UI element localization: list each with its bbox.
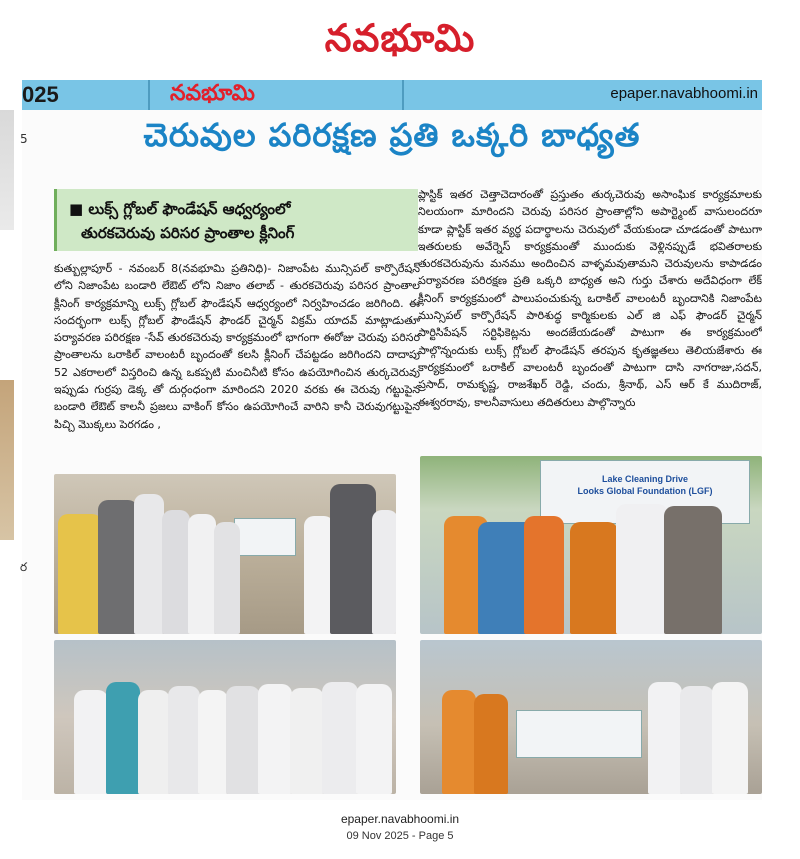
adjacent-page-edge	[0, 380, 14, 540]
article-body-right: ప్లాస్టిక్ ఇతర చెత్తాచెదారంతో ప్రస్తుతం తుర్కచెరువు అసాంఘిక కార్యక్రమాలకు నిలయంగా మారిందని చెరువు పరిసర ప్రాంతాల్లోని అపార్ట్మెంట్ వాసులందరూ కూడా ప్లాస్టిక్ ఇతర వ్యర్థ పదార్థాలను చెరువులో వేయకుండా చూడడంతో పాటుగా ఇతరులకు అవేర్నెస్ కార్యక్రమంతో ముందుకు వెళ్లినప్పుడే భవితరాలకు తురకచెరువును మనము అందించిన వాళ్ళమవుతామని చెరువులను కాపాడడం పర్యావరణ పరిరక్షణ ప్రతి ఒక్కరి బాధ్యత అని గుర్తు చేశారు అదేవిధంగా లేక్ క్లీనింగ్ కార్యక్రమంలో పాలుపంచుకున్న ఒరాకిల్ వాలంటరీ బృందానికి నిజాంపేట మున్సిపల్ కార్పొరేషన్ పారిశుద్ధ కార్మికులకు ఎల్ జి ఎఫ్ ఫౌండర్ చైర్మన్ పార్టిసిపేషన్ సర్టిఫికెట్లను అందజేయడంతో పాటుగా ఈ కార్యక్రమంలో పాల్గొన్నందుకు లుక్స్ గ్లోబల్ ఫౌండేషన్ తరపున కృతజ్ఞతలు తెలియజేశారు ఈ కార్యక్రమంలో ఒరాకిల్ వాలంటరీ బృందంతో పాటుగా దాసి నాగరాజు,సదన్, ప్రసాద్, రామకృష్ణ, రాజశేఖర్ రెడ్డి, చందు, శ్రీనాథ్, ఎస్ ఆర్ కే ముదిరాజ్, ఈశ్వరరావు, కాలనీవాసులు తదితరులు పాల్గొన్నారు	[418, 188, 762, 409]
article-headline: చెరువుల పరిరక్షణ ప్రతి ఒక్కరి బాధ్యత	[143, 116, 641, 154]
banner-title: Lake Cleaning Drive	[601, 474, 689, 484]
subhead-line-1: ■ లుక్స్ గ్లోబల్ ఫౌండేషన్ ఆధ్వర్యంలో	[69, 200, 291, 218]
photo-banner	[234, 518, 296, 556]
epaper-page	[22, 80, 762, 800]
header-strip	[22, 80, 762, 110]
subhead-line-2: తురకచెరువు పరిసర ప్రాంతాల క్లీనింగ్	[81, 224, 295, 242]
adjacent-page-fragment: 5	[20, 132, 28, 146]
photo-volunteers-certificates	[54, 640, 396, 794]
strip-year-fragment: 025	[22, 82, 59, 107]
masthead-logo: నవభూమి	[324, 16, 476, 60]
photo-banner	[516, 710, 642, 758]
strip-brand: నవభూమి	[170, 81, 255, 106]
strip-divider	[402, 80, 404, 110]
article-subhead-box	[54, 189, 418, 251]
strip-url: epaper.navabhoomi.in	[610, 85, 758, 102]
footer-date-page: 09 Nov 2025 - Page 5	[346, 830, 454, 842]
photo-group-banner	[420, 640, 762, 794]
strip-divider	[148, 80, 150, 110]
footer-url: epaper.navabhoomi.in	[340, 812, 460, 826]
photo-certificate-handover	[420, 456, 762, 634]
banner-org: Looks Global Foundation (LGF)	[577, 486, 713, 496]
article-body-left: కుత్బుల్లాపూర్ - నవంబర్ 8(నవభూమి ప్రతినిధి)- నిజాంపేట మున్సిపల్ కార్పొరేషన్ లోని నిజాంపేట బండారి లేఔట్ లోని నిజాం తలాబ్ - తురకచెరువు పరిసర ప్రాంతాల క్లీనింగ్ కార్యక్రమాన్ని లుక్స్ గ్లోబల్ ఫౌండేషన్ ఆధ్వర్యంలో నిర్వహించడం జరిగింది. ఈ సందర్భంగా లుక్స్ గ్లోబల్ ఫౌండేషన్ ఫౌండర్ చైర్మన్ విక్రమ్ యాదవ్ మాట్లాడుతూ పర్యావరణ పరిరక్షణ -సేవ్ తురకచెరువు కార్యక్రమంలో భాగంగా ఈరోజు చెరువు పరిసర ప్రాంతాలను ఒరాకిల్ వాలంటరీ బృందంతో కలసి క్లీనింగ్ చేపట్టడం జరిగిందని దాదాపు 52 ఎకరాలలో విస్తరించి ఉన్న ఒకప్పటి మంచినీటి కోసం ఉపయోగించిన తుర్కచెరువు ఇప్పుడు గుర్రపు డెక్క తో దుర్గంధంగా మారిందని 2020 వరకు ఈ చెరువు గట్టుపైన బండారి లేఔట్ కాలనీ ప్రజలు వాకింగ్ కోసం ఉపయోగించే వారిని కానీ చెరువుగట్టుపైన పిచ్చి మొక్కలు పెరగడం ,	[54, 262, 420, 431]
adjacent-page-fragment: ర	[20, 560, 28, 574]
photo-group-wall	[54, 474, 396, 634]
adjacent-page-edge	[0, 110, 14, 230]
